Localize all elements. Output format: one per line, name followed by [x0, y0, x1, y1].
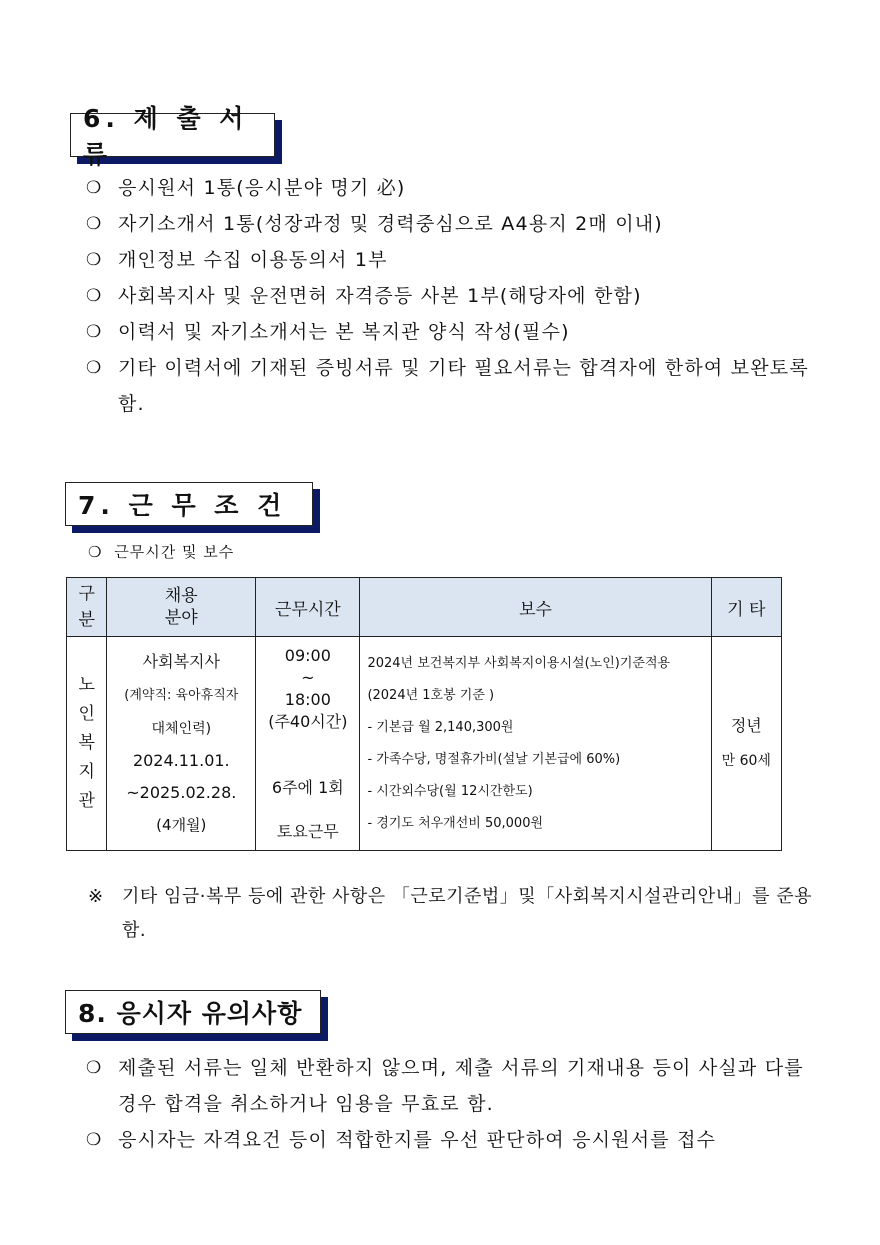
circle-bullet-icon: ❍ [86, 214, 103, 234]
subtitle-text: 근무시간 및 보수 [114, 543, 235, 561]
header-pay: 보수 [360, 578, 711, 637]
list-item: ❍ 개인정보 수집 이용동의서 1부 [86, 242, 821, 278]
circle-bullet-icon: ❍ [86, 286, 103, 306]
list-item: ❍ 이력서 및 자기소개서는 본 복지관 양식 작성(필수) [86, 314, 821, 350]
circle-bullet-icon: ❍ [86, 358, 103, 378]
reference-mark-icon: ※ [88, 886, 104, 907]
circle-bullet-icon: ❍ [86, 1130, 103, 1150]
header-hours: 근무시간 [256, 578, 360, 637]
circle-bullet-icon: ❍ [86, 178, 103, 198]
section-8-list [86, 1050, 811, 1158]
circle-bullet-icon: ❍ [86, 322, 103, 342]
section-8-title-text: 8. 응시자 유의사항 [78, 999, 303, 1028]
field-cell: 사회복지사 (계약직: 육아휴직자 대체인력) 2024.11.01. ~2025.02.28. (4개월) [107, 637, 256, 851]
work-conditions-table [66, 577, 782, 851]
category-cell: 노 인 복 지 관 [67, 637, 107, 851]
work-conditions-subtitle [88, 541, 234, 562]
section-6-title [70, 104, 275, 169]
circle-bullet-icon: ❍ [88, 543, 103, 561]
header-category: 구분 [67, 578, 107, 637]
table-row [67, 637, 782, 851]
header-field: 채용 분야 [107, 578, 256, 637]
section-7-title [65, 482, 313, 526]
circle-bullet-icon: ❍ [86, 1058, 103, 1078]
list-item: ❍ 기타 이력서에 기재된 증빙서류 및 기타 필요서류는 합격자에 한하여 보완토록 함. [86, 350, 821, 422]
list-item: ❍ 사회복지사 및 운전면허 자격증등 사본 1부(해당자에 한함) [86, 278, 821, 314]
list-item: ❍ 제출된 서류는 일체 반환하지 않으며, 제출 서류의 기재내용 등이 사실과 다를 경우 합격을 취소하거나 임용을 무효로 함. [86, 1050, 811, 1122]
list-item: ❍ 응시자는 자격요건 등이 적합한지를 우선 판단하여 응시원서를 접수 [86, 1122, 811, 1158]
note-text: 기타 임금·복무 등에 관한 사항은 「근로기준법」및「사회복지시설관리안내」를 준용함. [122, 886, 812, 941]
section-7-title-text: 7. 근 무 조 건 [78, 491, 287, 520]
section-6-list [86, 170, 821, 422]
hours-cell: 09:00 ~ 18:00 (주40시간) 6주에 1회 토요근무 [256, 637, 360, 851]
header-etc: 기 타 [711, 578, 781, 637]
table-header-row [67, 578, 782, 637]
work-conditions-note [88, 880, 823, 948]
etc-cell: 정년 만 60세 [711, 637, 781, 851]
list-item: ❍ 자기소개서 1통(성장과정 및 경력중심으로 A4용지 2매 이내) [86, 206, 821, 242]
circle-bullet-icon: ❍ [86, 250, 103, 270]
section-8-title [65, 990, 321, 1034]
section-6-title-text: 6. 제 출 서 류 [83, 104, 249, 169]
list-item: ❍ 응시원서 1통(응시분야 명기 必) [86, 170, 821, 206]
pay-cell: 2024년 보건복지부 사회복지이용시설(노인)기준적용 (2024년 1호봉 기준 ) - 기본급 월 2,140,300원 - 가족수당, 명절휴가비(설날 기본급에 60%) - 시간외수당(월 12시간한도) - 경기도 처우개선비 50,000원 [360, 637, 711, 851]
